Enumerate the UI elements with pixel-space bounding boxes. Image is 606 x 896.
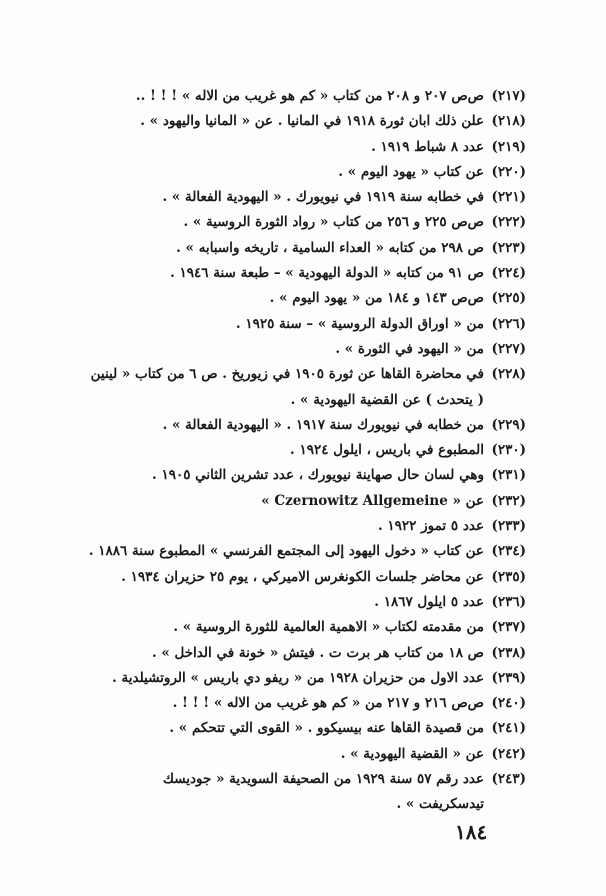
footnote-text (78, 236, 484, 261)
footnote-text-line: من « اليهود في الثورة » . (335, 340, 484, 357)
footnote-number: (٢٣٤) (491, 543, 526, 560)
footnote-number: (٢٣٨) (491, 644, 526, 661)
footnote-number: (٢١٧) (491, 88, 526, 104)
footnote-text-line: عن « Czernowitz Allgemeine » (261, 492, 484, 509)
footnote-number: (٢٣٠) (491, 442, 526, 459)
footnote-number: (٢٤١) (491, 720, 526, 737)
footnote-number: (٢٤٣) (491, 771, 526, 788)
footnote-text (78, 463, 484, 488)
footnote-item (78, 261, 526, 286)
footnote-number: (٢٣٧) (491, 619, 526, 636)
footnote-text (78, 565, 484, 590)
footnote-text (78, 312, 484, 337)
footnote-text (78, 135, 484, 160)
footnote-text-line: ص ١٨ من كتاب هر برت ت . فيتش « خونة في الداخل » . (151, 644, 484, 661)
footnote-text-line: ( يتحدث ) عن القضية اليهودية » . (290, 391, 484, 408)
footnote-text-line: من مقدمته لكتاب « الاهمية العالمية للثورة الروسية » . (173, 619, 484, 636)
footnote-item (78, 109, 526, 134)
footnote-text (78, 261, 484, 286)
footnote-text-line: في خطابه سنة ١٩١٩ في نيويورك . « اليهودية الفعالة » . (162, 189, 484, 206)
footnote-text-line: ص‌ص ٢٠٧ و ٢٠٨ من كتاب « كم هو غريب من الاله » ! ! ! .. (135, 88, 484, 104)
footnote-text (78, 362, 484, 413)
footnote-number: (٢٤٠) (491, 695, 526, 712)
footnote-text-line: ص‌ص ٢١٦ و ٢١٧ من « كم هو غريب من الاله » ! ! ! . (172, 695, 484, 712)
footnote-item (78, 210, 526, 235)
footnotes-list (78, 84, 526, 818)
footnote-item (78, 236, 526, 261)
footnote-item (78, 489, 526, 514)
footnote-text (78, 337, 484, 362)
footnote-text-line: من « اوراق الدولة الروسية » – سنة ١٩٢٥ . (235, 315, 484, 332)
footnote-text-line: عدد ٥ تموز ١٩٢٢ . (377, 518, 484, 535)
footnote-text-line: عن « القضية اليهودية » . (340, 745, 484, 762)
footnote-text (78, 514, 484, 539)
footnote-number: (٢٢٢) (491, 214, 526, 231)
footnote-item (78, 615, 526, 640)
footnote-text (78, 691, 484, 716)
footnote-text (78, 716, 484, 741)
footnote-text-line: عدد رقم ٥٧ سنة ١٩٢٩ من الصحيفة السويدية « جوديسك (162, 771, 484, 788)
footnote-number: (٢٢٦) (491, 315, 526, 332)
footnote-text-line: عدد ٥ ايلول ١٨٦٧ . (374, 593, 484, 610)
footnote-number: (٢٢٣) (491, 239, 526, 256)
footnote-number: (٢٣١) (491, 467, 526, 484)
footnote-text-line: عن كتاب « دخول اليهود إلى المجتمع الفرنسي » المطبوع سنة ١٨٨٦ . (88, 543, 484, 560)
footnote-number: (٢١٩) (491, 138, 526, 155)
footnote-item (78, 362, 526, 413)
footnote-item (78, 590, 526, 615)
footnote-text-line: من قصيدة القاها عنه بيسيكوو . « القوى التي تتحكم » . (169, 720, 484, 737)
footnote-item (78, 84, 526, 109)
footnote-text-line: ص‌ص ١٤٣ و ١٨٤ من « يهود اليوم » . (269, 290, 484, 307)
footnote-text-line: ص‌ص ٢٢٥ و ٢٥٦ من كتاب « رواد الثورة الروسية » . (183, 214, 484, 231)
footnote-item (78, 160, 526, 185)
footnote-text (78, 438, 484, 463)
footnote-number: (٢٣٢) (491, 492, 526, 509)
footnote-number: (٢٤٢) (491, 745, 526, 762)
footnote-text (78, 539, 484, 564)
footnote-text-line: عدد الاول من حزيران ١٩٢٨ من « ريفو دي باريس » الروتشيلدية . (112, 669, 484, 686)
footnote-item (78, 539, 526, 564)
footnote-text-line: المطبوع في باريس ، ايلول ١٩٢٤ . (290, 442, 484, 459)
footnote-text (78, 210, 484, 235)
footnote-number: (٢٣٩) (491, 669, 526, 686)
page-number: ١٨٤ (455, 820, 488, 844)
footnote-text-line: من خطابه في نيويورك سنة ١٩١٧ . « اليهودية الفعالة » . (162, 416, 484, 433)
footnote-text (78, 413, 484, 438)
footnote-number: (٢٢٩) (491, 416, 526, 433)
footnote-item (78, 185, 526, 210)
footnote-item (78, 767, 526, 818)
footnote-text (78, 742, 484, 767)
footnote-text (78, 615, 484, 640)
footnote-text (78, 109, 484, 134)
footnote-text (78, 767, 484, 818)
footnote-text (78, 489, 484, 514)
footnote-number: (٢٢١) (491, 189, 526, 206)
footnote-number: (٢٣٣) (491, 518, 526, 535)
footnote-item (78, 135, 526, 160)
footnote-item (78, 312, 526, 337)
footnote-item (78, 716, 526, 741)
footnote-number: (٢٢٧) (491, 340, 526, 357)
footnote-item (78, 514, 526, 539)
footnote-text-line: ص ٩١ من كتابه « الدولة اليهودية » – طبعة سنة ١٩٤٦ . (170, 265, 484, 282)
footnote-text-line: عدد ٨ شباط ١٩١٩ . (371, 138, 484, 155)
footnote-number: (٢٢٤) (491, 265, 526, 282)
footnote-number: (٢٢٨) (491, 366, 526, 383)
footnote-text (78, 641, 484, 666)
footnote-item (78, 438, 526, 463)
footnote-item (78, 565, 526, 590)
footnote-text (78, 666, 484, 691)
footnote-item (78, 286, 526, 311)
footnote-number: (٢٣٥) (491, 568, 526, 585)
footnote-item (78, 691, 526, 716)
footnote-number: (٢٢٥) (491, 290, 526, 307)
footnote-text-line: عن كتاب « يهود اليوم » . (338, 163, 484, 180)
footnote-text-line: في محاضرة القاها عن ثورة ١٩٠٥ في زيوريخ . ص ٦ من كتاب « لينين (90, 366, 484, 383)
footnote-text (78, 286, 484, 311)
footnote-item (78, 742, 526, 767)
footnote-text (78, 185, 484, 210)
footnote-text (78, 160, 484, 185)
footnote-text (78, 590, 484, 615)
footnote-number: (٢٣٦) (491, 593, 526, 610)
footnote-text-line: علن ذلك ابان ثورة ١٩١٨ في المانيا . عن « المانيا واليهود » . (140, 113, 484, 130)
footnote-text (78, 84, 484, 109)
footnote-number: (٢٢٠) (491, 163, 526, 180)
footnote-item (78, 413, 526, 438)
footnote-text-line: تيدسكريفت » . (396, 796, 484, 813)
footnote-text-line: وهي لسان حال صهاينة نيويورك ، عدد تشرين الثاني ١٩٠٥ . (152, 467, 484, 484)
footnote-item (78, 337, 526, 362)
footnote-number: (٢١٨) (491, 113, 526, 130)
footnote-item (78, 463, 526, 488)
footnote-text-line: عن محاضر جلسات الكونغرس الاميركي ، يوم ٢٥ حزيران ١٩٣٤ . (121, 568, 484, 585)
footnote-item (78, 666, 526, 691)
footnote-item (78, 641, 526, 666)
footnote-text-line: ص ٢٩٨ من كتابه « العداء السامية ، تاريخه واسبابه » . (176, 239, 484, 256)
